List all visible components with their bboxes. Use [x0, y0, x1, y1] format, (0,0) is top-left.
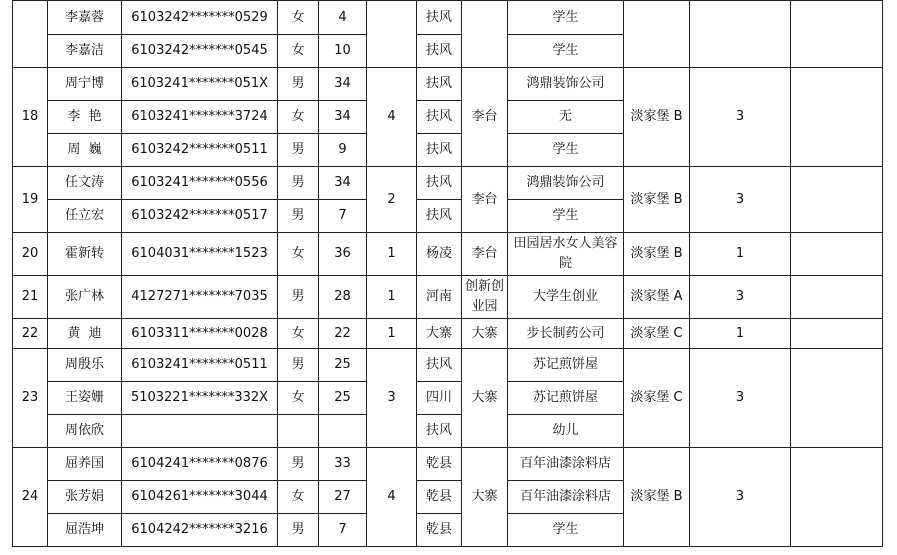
cell-note — [791, 233, 883, 276]
cell-age: 10 — [319, 35, 367, 68]
cell-id: 6104261*******3044 — [122, 481, 278, 514]
cell-id: 6104242*******3216 — [122, 514, 278, 547]
cell-place: 大寨 — [462, 349, 508, 448]
cell-place: 李台 — [462, 68, 508, 167]
cell-age: 34 — [319, 68, 367, 101]
cell-place: 创新创业园 — [462, 276, 508, 319]
cell-sex: 女 — [278, 319, 319, 349]
cell-id: 6103241*******0556 — [122, 167, 278, 200]
cell-sex: 男 — [278, 349, 319, 382]
cell-people: 4 — [367, 68, 417, 167]
cell-age: 34 — [319, 101, 367, 134]
cell-job: 学生 — [508, 514, 624, 547]
cell-id: 6104031*******1523 — [122, 233, 278, 276]
cell-origin: 大寨 — [417, 319, 462, 349]
cell-note — [791, 319, 883, 349]
cell-seq: 24 — [13, 448, 48, 547]
cell-sex: 男 — [278, 134, 319, 167]
cell-people: 1 — [367, 233, 417, 276]
cell-sex: 女 — [278, 481, 319, 514]
cell-origin: 扶风 — [417, 415, 462, 448]
cell-name: 李 艳 — [48, 101, 122, 134]
cell-sex: 女 — [278, 35, 319, 68]
cell-name: 张广林 — [48, 276, 122, 319]
cell-type: 3 — [690, 276, 791, 319]
table-row — [13, 319, 883, 349]
cell-id: 6103241*******051X — [122, 68, 278, 101]
cell-sex — [278, 415, 319, 448]
cell-site: 淡家堡 C — [624, 349, 690, 448]
cell-type — [690, 1, 791, 68]
cell-job: 学生 — [508, 200, 624, 233]
cell-name: 李嘉蓉 — [48, 1, 122, 35]
cell-age: 27 — [319, 481, 367, 514]
cell-type: 3 — [690, 68, 791, 167]
table-row — [13, 68, 883, 101]
cell-place: 大寨 — [462, 319, 508, 349]
cell-id: 6103242*******0517 — [122, 200, 278, 233]
cell-name: 黄 迪 — [48, 319, 122, 349]
cell-name: 周依欣 — [48, 415, 122, 448]
cell-origin: 扶风 — [417, 200, 462, 233]
cell-age: 25 — [319, 349, 367, 382]
cell-origin: 扶风 — [417, 1, 462, 35]
table-row — [13, 276, 883, 319]
cell-name: 周宁博 — [48, 68, 122, 101]
table-row — [13, 233, 883, 276]
cell-people: 4 — [367, 448, 417, 547]
cell-id: 5103221*******332X — [122, 382, 278, 415]
cell-job: 学生 — [508, 35, 624, 68]
cell-sex: 女 — [278, 1, 319, 35]
cell-age: 28 — [319, 276, 367, 319]
cell-age: 22 — [319, 319, 367, 349]
cell-name: 李嘉洁 — [48, 35, 122, 68]
cell-age: 36 — [319, 233, 367, 276]
cell-seq: 18 — [13, 68, 48, 167]
cell-id: 6103242*******0529 — [122, 1, 278, 35]
cell-id: 6104241*******0876 — [122, 448, 278, 481]
cell-age: 9 — [319, 134, 367, 167]
cell-name: 屈养国 — [48, 448, 122, 481]
cell-job: 田园居水女人美容院 — [508, 233, 624, 276]
cell-name: 任文涛 — [48, 167, 122, 200]
cell-sex: 男 — [278, 514, 319, 547]
cell-job: 学生 — [508, 134, 624, 167]
cell-sex: 男 — [278, 167, 319, 200]
cell-people — [367, 1, 417, 68]
cell-id: 6103242*******0511 — [122, 134, 278, 167]
cell-note — [791, 68, 883, 167]
cell-site: 淡家堡 B — [624, 68, 690, 167]
cell-job: 无 — [508, 101, 624, 134]
cell-site: 淡家堡 C — [624, 319, 690, 349]
cell-origin: 扶风 — [417, 68, 462, 101]
cell-place: 大寨 — [462, 448, 508, 547]
cell-sex: 男 — [278, 276, 319, 319]
cell-job: 鸿鼎装饰公司 — [508, 68, 624, 101]
cell-place: 李台 — [462, 233, 508, 276]
cell-origin: 扶风 — [417, 134, 462, 167]
cell-place — [462, 1, 508, 68]
cell-name: 周殷乐 — [48, 349, 122, 382]
cell-sex: 女 — [278, 233, 319, 276]
cell-age: 25 — [319, 382, 367, 415]
cell-people: 1 — [367, 276, 417, 319]
cell-type: 3 — [690, 167, 791, 233]
cell-site: 淡家堡 B — [624, 167, 690, 233]
cell-site: 淡家堡 A — [624, 276, 690, 319]
cell-age: 34 — [319, 167, 367, 200]
cell-age — [319, 415, 367, 448]
cell-type: 3 — [690, 349, 791, 448]
cell-name: 屈浩坤 — [48, 514, 122, 547]
cell-name: 霍新转 — [48, 233, 122, 276]
cell-name: 张芳娟 — [48, 481, 122, 514]
cell-name: 任立宏 — [48, 200, 122, 233]
cell-job: 百年油漆涂料店 — [508, 448, 624, 481]
table-row — [13, 448, 883, 481]
cell-note — [791, 167, 883, 233]
cell-job: 苏记煎饼屋 — [508, 382, 624, 415]
cell-id: 6103242*******0545 — [122, 35, 278, 68]
cell-id: 4127271*******7035 — [122, 276, 278, 319]
table-row — [13, 167, 883, 200]
cell-origin: 河南 — [417, 276, 462, 319]
cell-name: 王姿姗 — [48, 382, 122, 415]
cell-type: 3 — [690, 448, 791, 547]
cell-job: 鸿鼎装饰公司 — [508, 167, 624, 200]
cell-site — [624, 1, 690, 68]
cell-origin: 乾县 — [417, 481, 462, 514]
cell-sex: 男 — [278, 448, 319, 481]
cell-people: 3 — [367, 349, 417, 448]
cell-id: 6103311*******0028 — [122, 319, 278, 349]
cell-note — [791, 1, 883, 68]
cell-origin: 扶风 — [417, 101, 462, 134]
cell-sex: 男 — [278, 200, 319, 233]
cell-job: 百年油漆涂料店 — [508, 481, 624, 514]
cell-site: 淡家堡 B — [624, 448, 690, 547]
cell-job: 大学生创业 — [508, 276, 624, 319]
cell-job: 苏记煎饼屋 — [508, 349, 624, 382]
cell-id — [122, 415, 278, 448]
cell-name: 周 巍 — [48, 134, 122, 167]
cell-type: 1 — [690, 319, 791, 349]
cell-seq: 19 — [13, 167, 48, 233]
cell-age: 7 — [319, 514, 367, 547]
cell-seq: 22 — [13, 319, 48, 349]
cell-origin: 扶风 — [417, 349, 462, 382]
cell-id: 6103241*******0511 — [122, 349, 278, 382]
cell-origin: 乾县 — [417, 514, 462, 547]
cell-note — [791, 276, 883, 319]
cell-sex: 男 — [278, 68, 319, 101]
cell-id: 6103241*******3724 — [122, 101, 278, 134]
cell-site: 淡家堡 B — [624, 233, 690, 276]
cell-place: 李台 — [462, 167, 508, 233]
cell-seq: 21 — [13, 276, 48, 319]
cell-people: 1 — [367, 319, 417, 349]
cell-seq: 23 — [13, 349, 48, 448]
cell-sex: 女 — [278, 101, 319, 134]
cell-origin: 扶风 — [417, 35, 462, 68]
cell-age: 4 — [319, 1, 367, 35]
cell-job: 步长制药公司 — [508, 319, 624, 349]
table-row — [13, 349, 883, 382]
cell-age: 7 — [319, 200, 367, 233]
cell-age: 33 — [319, 448, 367, 481]
cell-seq: 20 — [13, 233, 48, 276]
cell-origin: 扶风 — [417, 167, 462, 200]
table-row — [13, 1, 883, 35]
cell-job: 学生 — [508, 1, 624, 35]
cell-origin: 四川 — [417, 382, 462, 415]
cell-sex: 女 — [278, 382, 319, 415]
cell-type: 1 — [690, 233, 791, 276]
household-table — [12, 0, 883, 547]
cell-people: 2 — [367, 167, 417, 233]
cell-note — [791, 349, 883, 448]
cell-note — [791, 448, 883, 547]
cell-seq — [13, 1, 48, 68]
cell-origin: 杨凌 — [417, 233, 462, 276]
cell-origin: 乾县 — [417, 448, 462, 481]
cell-job: 幼儿 — [508, 415, 624, 448]
